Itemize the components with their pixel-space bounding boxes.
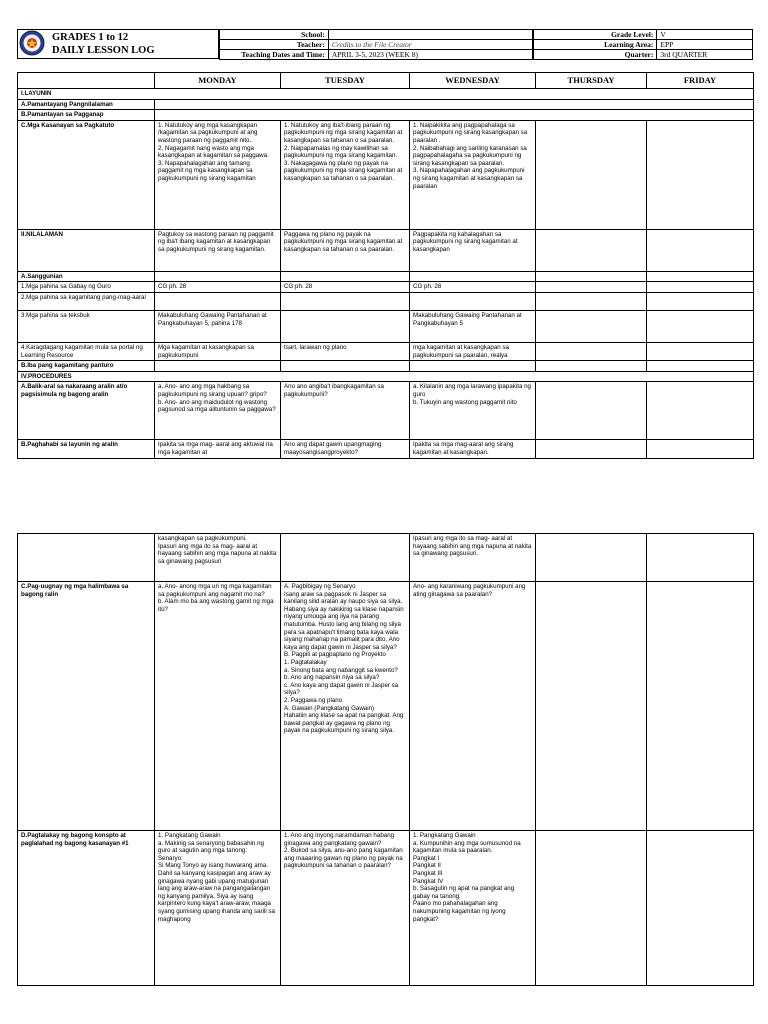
merged-cell: [155, 110, 754, 121]
lesson-cell: A. Pagbibigay ng Senaryo Isang araw sa pagpasok ni Jasper sa kanilang silid aralan ay naupo siya sa silya. Habang siya ay nakikinig sa klase napansin niyang umuuga ang ilya na parang matutumba. Husto lang ang bilang ng silya para sa apatnapu't limang bata kaya wala siyang mahanap na pamalit para dito. Ano kaya ang dapat gawin ni Jasper sa silya? B. Pagpili at pagpaplano ng Proyekto 1. Pagtatalakay a. Sinong bata ang nabanggit sa kwento? b. Ano ang napansin niya sa silya? c. Ano kaya ang dapat gawin ni Jasper sa silya? 2. Paggawa ng plano A. Gawain (Pangkatang Gawain) Hahatiin ang klase sa apat na pangkat. Ang bawat pangkat ay gagawa ng plano ng payak na pagkukumpuni ng sirang silya.: [281, 582, 410, 831]
lesson-cell: a. Kilalanin ang mga larawang ipapakita ng guro b. Tukuyin ang wastong paggamit nito: [410, 382, 536, 440]
merged-cell: [155, 99, 754, 110]
lesson-row: [18, 310, 754, 342]
row-label: 1.Mga pahina sa Gabay ng Guro: [18, 282, 155, 293]
day-header-row: [18, 73, 754, 89]
lesson-cell: [647, 361, 754, 372]
lesson-cell: [410, 292, 536, 310]
lesson-cell: Ipakita sa mga mag-aaral ang sirang kagamitan at kasangkapan.: [410, 440, 536, 458]
lesson-cell: Ipakita sa mga mag- aaral ang aktuwal na mga kagamitan at: [155, 440, 281, 458]
row-label: B.Iba pang kagamitang panturo: [18, 361, 155, 372]
lesson-row: [18, 120, 754, 229]
lesson-cell: Paggawa ng plano ng payak na pagkukumpuni ng mga sirang kagamitan at kasangkapan sa tahanan o sa paaralan.: [281, 229, 410, 271]
lesson-row: [18, 89, 754, 100]
lesson-cell: [155, 361, 281, 372]
row-label: IV.PROCEDURES: [18, 371, 754, 382]
quarter-label: Quarter:: [534, 50, 657, 60]
lesson-cell: kasangkapan sa pagkukumpuni. Ipasuri ang mga ito sa mag- aaral at hayaang sabihin ang mga napuna at nakita sa ginawang pagsusuri: [155, 534, 281, 582]
grade-info-table: [533, 29, 753, 60]
school-label: School:: [220, 30, 329, 40]
row-label: 4.Karagdagang kagamitan mula sa portal ng Learning Resource: [18, 342, 155, 360]
lesson-cell: [536, 582, 647, 831]
lesson-cell: 1. Ano ang inyong naramdaman habang ginagawa ang pangkatang gawain? 2. Bukod sa silya, anu-ano pang kagamitan ang maaaring gawan ng plano ng payak na pagkukumpuni sa tahanan o paaralan?: [281, 831, 410, 986]
school-value: [328, 30, 532, 40]
lesson-cell: a. Ano- ano ang mga hakbang sa pagkukumpuni ng sirang upuan? gripo? b. Ano- ano ang maidudulot ng wastong pagsunod sa mga alituntunin sa paggawa?: [155, 382, 281, 440]
lesson-cell: [536, 292, 647, 310]
row-label: [18, 534, 155, 582]
lesson-cell: [647, 271, 754, 282]
lesson-row: [18, 371, 754, 382]
lesson-cell: Pagtukoy sa wastong paraan ng paggamit ng iba't ibang kagamitan at kasangkapan sa pagkukumpuni ng sirang kagamitan.: [155, 229, 281, 271]
lesson-cell: [536, 342, 647, 360]
lesson-cell: Ipasuri ang mga ito sa mag- aaral at hayaang sabihin ang mga napuna at nakita sa ginawang pagsusuri.: [410, 534, 536, 582]
lesson-cell: [536, 271, 647, 282]
lesson-cell: Makabuluhang Gawaing Pantahanan at Pangkabuhayan 5, pahina 178: [155, 310, 281, 342]
lesson-cell: 1. Pangkatang Gawain a. Kumpunihin ang mga sumusunod na kagamitan mula sa paaralan. Pangkat I Pangkat II Pangkat III Pangkat IV b. Sasagutin ng apat na pangkat ang gabay na tanong: Paano mo pahahalagahan ang nakumpuning kagamitan ng iyong pangkat?: [410, 831, 536, 986]
grade-value: V: [657, 30, 753, 40]
lesson-row: [18, 831, 754, 986]
corner-cell: [18, 73, 155, 89]
lesson-cell: [647, 229, 754, 271]
lesson-row: [18, 271, 754, 282]
lesson-cell: [536, 229, 647, 271]
lesson-cell: [536, 120, 647, 229]
lesson-cell: 1. Natutukoy ang iba't-ibang paraan ng pagkukumpuni ng mga sirang kagamitan at kasangkapan sa tahanan o sa paaralan. 2. Naipapamalas ng may kawilihan sa pagkukumpuni ng mga sirang kagamitan. 3. Nakagagawa ng plano ng payak na pagkukumpuni ng mga sirang kagamitan at kasangkapan sa tahanan o sa paaralan.: [281, 120, 410, 229]
lesson-cell: [410, 271, 536, 282]
row-label: 2.Mga pahina sa kagamitang pang-mag-aaral: [18, 292, 155, 310]
lesson-cell: [281, 361, 410, 372]
lesson-cell: [647, 282, 754, 293]
lesson-cell: [536, 440, 647, 458]
lesson-cell: 1. Pangkatang Gawain a. Makinig sa senaryong babasahin ng guro at sagutin ang mga tanong: Senaryo: Si Mang Tonyo ay isang huwarang ama. Dahil sa kanyang kasipagan ang araw ay ginagawa nyang gabi upang matugunan lang ang araw-araw na pangangailangan ng kanyang pamilya. Siya ay isang karpintero kung kaya't araw-araw, maaga syang gumising upang ihanda ang sarili sa maghapong: [155, 831, 281, 986]
lesson-cell: [647, 382, 754, 440]
row-label: C.Mga Kasanayan sa Pagkatuto: [18, 120, 155, 229]
teacher-label: Teacher:: [220, 40, 329, 50]
row-label: I.LAYUNIN: [18, 89, 754, 100]
dates-label: Teaching Dates and Time:: [220, 50, 329, 60]
lesson-cell: 1. Natutukoy ang mga kasangkapan /kagamitan sa pagkukumpuni at ang wastong paraan ng paggamit nito. 2. Nagagamit nang wasto ang mga kasangkapan at kagamitan sa paggawa. 3. Napapahalagahan ang tamang paggamit ng mga kasangkapan sa pagkukumpuni ng sirang kagamitan: [155, 120, 281, 229]
lesson-cell: Mga kagamitan at kasangkapan sa pagkukumpuni: [155, 342, 281, 360]
lesson-cell: [647, 440, 754, 458]
lesson-row: [18, 382, 754, 440]
day-header-monday: MONDAY: [155, 73, 281, 89]
day-header-friday: FRIDAY: [647, 73, 754, 89]
document-title: [52, 31, 155, 57]
day-header-tuesday: TUESDAY: [281, 73, 410, 89]
lesson-row: [18, 440, 754, 458]
lesson-row: [18, 229, 754, 271]
lesson-cell: [281, 534, 410, 582]
lesson-grid-page-1: [17, 72, 754, 459]
lesson-cell: [536, 282, 647, 293]
lesson-cell: CG ph. 28: [410, 282, 536, 293]
lesson-cell: [155, 292, 281, 310]
lesson-cell: CG ph. 28: [155, 282, 281, 293]
row-label: A.Balik-aral sa nakaraang aralin at/o pagsisimula ng bagong aralin: [18, 382, 155, 440]
lesson-cell: CG ph. 28: [281, 282, 410, 293]
title-line-2: DAILY LESSON LOG: [52, 45, 155, 56]
lesson-row: [18, 99, 754, 110]
lesson-cell: mga kagamitan at kasangkapan sa pagkukumpuni sa paaralan, realya: [410, 342, 536, 360]
lesson-row: [18, 110, 754, 121]
row-label: C.Pag-uugnay ng mga halimbawa sa bagong ralin: [18, 582, 155, 831]
lesson-cell: [647, 831, 754, 986]
area-value: EPP: [657, 40, 753, 50]
lesson-cell: Pagpapakita ng kahalagahan sa pagkukumpuni ng sirang kagamitan at kasangkapan: [410, 229, 536, 271]
teacher-value: Credits to the File Creator: [328, 40, 532, 50]
lesson-row: [18, 292, 754, 310]
lesson-cell: [410, 361, 536, 372]
lesson-cell: [155, 271, 281, 282]
area-label: Learning Area:: [534, 40, 657, 50]
lesson-cell: [536, 534, 647, 582]
row-label: 3.Mga pahina sa teksbuk: [18, 310, 155, 342]
lesson-row: [18, 342, 754, 360]
lesson-row: [18, 361, 754, 372]
lesson-cell: Ano ang dapat gawin upangmaging maayosangisangproyekto?: [281, 440, 410, 458]
lesson-cell: [281, 271, 410, 282]
dates-value: APRIL 3-5, 2023 (WEEK 8): [328, 50, 532, 60]
lesson-cell: [281, 292, 410, 310]
lesson-cell: [647, 310, 754, 342]
lesson-cell: Makabuluhang Gawaing Pantahanan at Pangkabuhayan 5: [410, 310, 536, 342]
lesson-cell: a. Ano- anong mga uri ng mga kagamitan sa pagkukumpuni ang nagamit mo na? b. Alam mo ba ang wastong gamit ng mga ito?: [155, 582, 281, 831]
lesson-cell: [536, 382, 647, 440]
lesson-row: [18, 534, 754, 582]
row-label: II.NILALAMAN: [18, 229, 155, 271]
lesson-cell: [536, 361, 647, 372]
lesson-row: [18, 582, 754, 831]
lesson-grid-page-2: [17, 533, 754, 986]
grade-label: Grade Level:: [534, 30, 657, 40]
row-label: B.Pamantayan sa Pagganap: [18, 110, 155, 121]
lesson-cell: Ano ano angiba't ibangkagamitan sa pagkukumpuni?: [281, 382, 410, 440]
row-label: A.Sanggunian: [18, 271, 155, 282]
row-label: B.Paghahabi sa layunin ng aralin: [18, 440, 155, 458]
day-header-wednesday: WEDNESDAY: [410, 73, 536, 89]
lesson-cell: [647, 582, 754, 831]
lesson-cell: [647, 120, 754, 229]
lesson-cell: [647, 534, 754, 582]
lesson-cell: [536, 310, 647, 342]
lesson-cell: [647, 342, 754, 360]
day-header-thursday: THURSDAY: [536, 73, 647, 89]
row-label: A.Pamantayang Pangnilalaman: [18, 99, 155, 110]
lesson-cell: tsart, larawan ng plano: [281, 342, 410, 360]
lesson-cell: 1. Naipakikita ang pagpapahalaga sa pagkukumpuni ng sirang kasangkapan sa paaralan . 2. Naibabahagi ang sariling karanasan sa pagpapahalagaha sa pagkukumpuni ng sirang kasangkapan sa paaralan. 3. Napapahalagahan ang pagkukumpuni ng sirang kagamitan at kasangkapan sa paaralan: [410, 120, 536, 229]
lesson-row: [18, 282, 754, 293]
lesson-cell: Ano- ang karaniwang pagkukumpuni ang ating ginagawa sa paaralan?: [410, 582, 536, 831]
deped-seal-icon: [19, 30, 45, 56]
quarter-value: 3rd QUARTER: [657, 50, 753, 60]
lesson-cell: [647, 292, 754, 310]
row-label: D.Pagtalakay ng bagong konspto at paglalahad ng bagong kasanayan #1: [18, 831, 155, 986]
lesson-cell: [281, 310, 410, 342]
school-info-table: [219, 29, 533, 60]
title-line-1: GRADES 1 to 12: [52, 32, 129, 43]
lesson-cell: [536, 831, 647, 986]
